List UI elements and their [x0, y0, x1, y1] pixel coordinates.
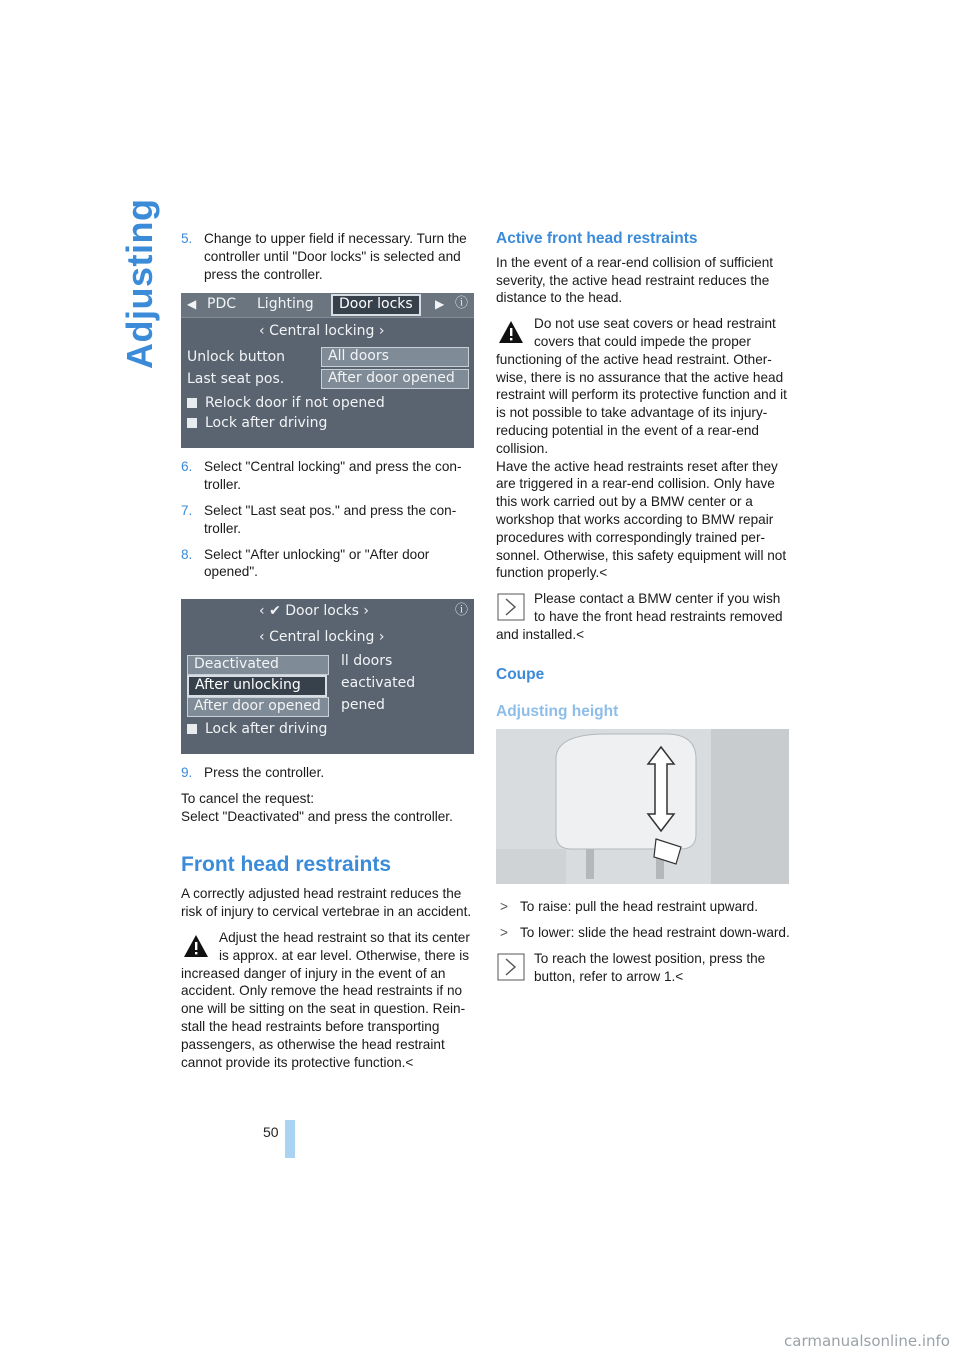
step-text: Select "Central locking" and press the con-troller. [204, 459, 462, 493]
info-icon: ⓘ [455, 296, 469, 312]
footer-site: carmanualsonline.info [784, 1332, 950, 1350]
step-5 [181, 230, 476, 283]
screen-subtitle [259, 323, 384, 341]
warning-first: Do not use seat covers or head restraint covers that could impede the proper [534, 316, 776, 349]
option-deactivated: Deactivated [187, 655, 329, 675]
tab-lighting: Lighting [257, 296, 314, 313]
warning-icon [181, 931, 211, 961]
screen-check-row [187, 721, 327, 739]
checkbox-icon [187, 418, 197, 428]
section-tab [110, 198, 170, 378]
heading-coupe: Coupe [496, 665, 545, 683]
warning-after: Have the active head restraints reset after they are triggered in a rear-end collision. Only have this work carried out by a BMW center or a workshop that works according to BMW repair procedures with correspondingly trained per-sonnel. Otherwise, this safety equipment will not function properly.< [496, 458, 787, 581]
bullet-mark: > [500, 899, 508, 915]
warning-first: Adjust the head restraint so that its center is approx. at ear level. Otherwise, there is [219, 929, 470, 963]
step-text: Select "After unlocking" or "After door opened". [204, 546, 430, 580]
info-icon: ⓘ [455, 603, 469, 619]
step-number: 5. [181, 231, 193, 246]
check-label: Relock door if not opened [205, 395, 385, 412]
note-arrow-icon [496, 952, 526, 982]
subtitle-label: Central locking [269, 629, 375, 646]
page-marker-bar [285, 1120, 295, 1158]
note2-text: To reach the lowest position, press the button, refer to arrow 1.< [534, 950, 766, 984]
bullet-text: To lower: slide the head restraint down-ward. [520, 924, 790, 940]
screen-subtitle [259, 629, 384, 647]
sub-left-arrow-icon: ‹ [259, 323, 270, 340]
bullet-text: To raise: pull the head restraint upward. [520, 899, 759, 915]
left-column [181, 230, 476, 1079]
option-after-unlocking: After unlocking [187, 675, 327, 697]
tab-door-locks: Door locks [331, 294, 421, 316]
tab-pdc: PDC [207, 296, 236, 313]
screen-title [259, 603, 369, 621]
info-note [496, 590, 791, 643]
head-restraint-photo [496, 729, 789, 884]
screen-row-label: Last seat pos. [187, 371, 285, 388]
door-locks-screen [181, 293, 474, 448]
check-label: Lock after driving [205, 415, 328, 432]
left-arrow-icon: ‹ [259, 603, 270, 620]
option-after-door-opened: After door opened [187, 697, 329, 717]
step-6 [181, 458, 476, 494]
cancel-label: To cancel the request: [181, 790, 314, 806]
step-text: Change to upper field if necessary. Turn the controller until "Door locks" is selected and press the controller. [204, 231, 467, 282]
step-text: Press the controller. [204, 765, 325, 781]
right-value: pened [341, 697, 385, 714]
section-title: Adjusting [119, 198, 160, 369]
screen-check-row [187, 395, 385, 413]
intro-text: A correctly adjusted head restraint reduces the risk of injury to cervical vertebrae in an accident. [181, 886, 472, 920]
heading-adjusting-height: Adjusting height [496, 703, 619, 721]
bullet-raise [496, 898, 791, 916]
step-number: 7. [181, 502, 193, 518]
bullet-lower [496, 924, 791, 942]
step-number: 8. [181, 546, 193, 562]
check-label: Lock after driving [205, 721, 328, 738]
sub-right-arrow-icon: › [374, 629, 385, 646]
central-locking-screen [181, 599, 474, 754]
screen-row-value: All doors [321, 347, 469, 367]
right-arrow-icon: ▶ [435, 297, 445, 312]
head-restraint-illustration [496, 729, 789, 884]
screen-row-label: Unlock button [187, 349, 286, 366]
step-text: Select "Last seat pos." and press the con-troller. [204, 502, 457, 536]
step-number: 6. [181, 459, 193, 475]
step-number: 9. [181, 765, 193, 781]
screen-row-value: After door opened [321, 369, 469, 389]
step-9 [181, 764, 476, 782]
left-arrow-icon: ◀ [187, 297, 197, 312]
note-arrow-icon [496, 592, 526, 622]
bullet-mark: > [500, 924, 508, 940]
screen-check-row [187, 415, 327, 433]
warning-note [496, 315, 791, 457]
warning-note [181, 929, 476, 1071]
subtitle-label: Central locking [269, 323, 375, 340]
heading-active-head-restraints: Active front head restraints [496, 230, 698, 247]
note-first: Please contact a BMW center if you wish to have the front head restraints removed [534, 591, 783, 624]
warning-icon [496, 317, 526, 347]
sub-right-arrow-icon: › [374, 323, 385, 340]
right-value: eactivated [341, 675, 416, 692]
cancel-text: Select "Deactivated" and press the controller. [181, 808, 453, 824]
right-column [496, 230, 791, 998]
title-label: Door locks [285, 603, 359, 620]
warning-rest: functioning of the active head restraint. Other-wise, there is no assurance that the active head restraint will perform its protective function and it is not possible to take advantage of its injury-reducing potential in the event of a rear-end collision. [496, 351, 787, 456]
step-8 [181, 546, 476, 582]
car-lock-icon: ✔ [269, 603, 281, 620]
right-arrow-icon: › [363, 603, 369, 620]
note-rest: and installed.< [496, 626, 585, 642]
lowest-position-note [496, 950, 791, 990]
sub-left-arrow-icon: ‹ [259, 629, 270, 646]
step-7 [181, 502, 476, 538]
page-number: 50 [263, 1124, 279, 1140]
heading-front-head-restraints: Front head restraints [181, 852, 392, 876]
warning-rest: increased danger of injury in the event of an accident. Only remove the head restraints if no one will be sitting on the seat in question. Rein-stall the head restraints before transporting passengers, as otherwise the head restraint cannot provide its protective function.< [181, 965, 466, 1070]
checkbox-icon [187, 724, 197, 734]
active-intro: In the event of a rear-end collision of sufficient severity, the active head restraint reduces the distance to the head. [496, 254, 774, 306]
right-value: ll doors [341, 653, 393, 670]
checkbox-icon [187, 398, 197, 408]
